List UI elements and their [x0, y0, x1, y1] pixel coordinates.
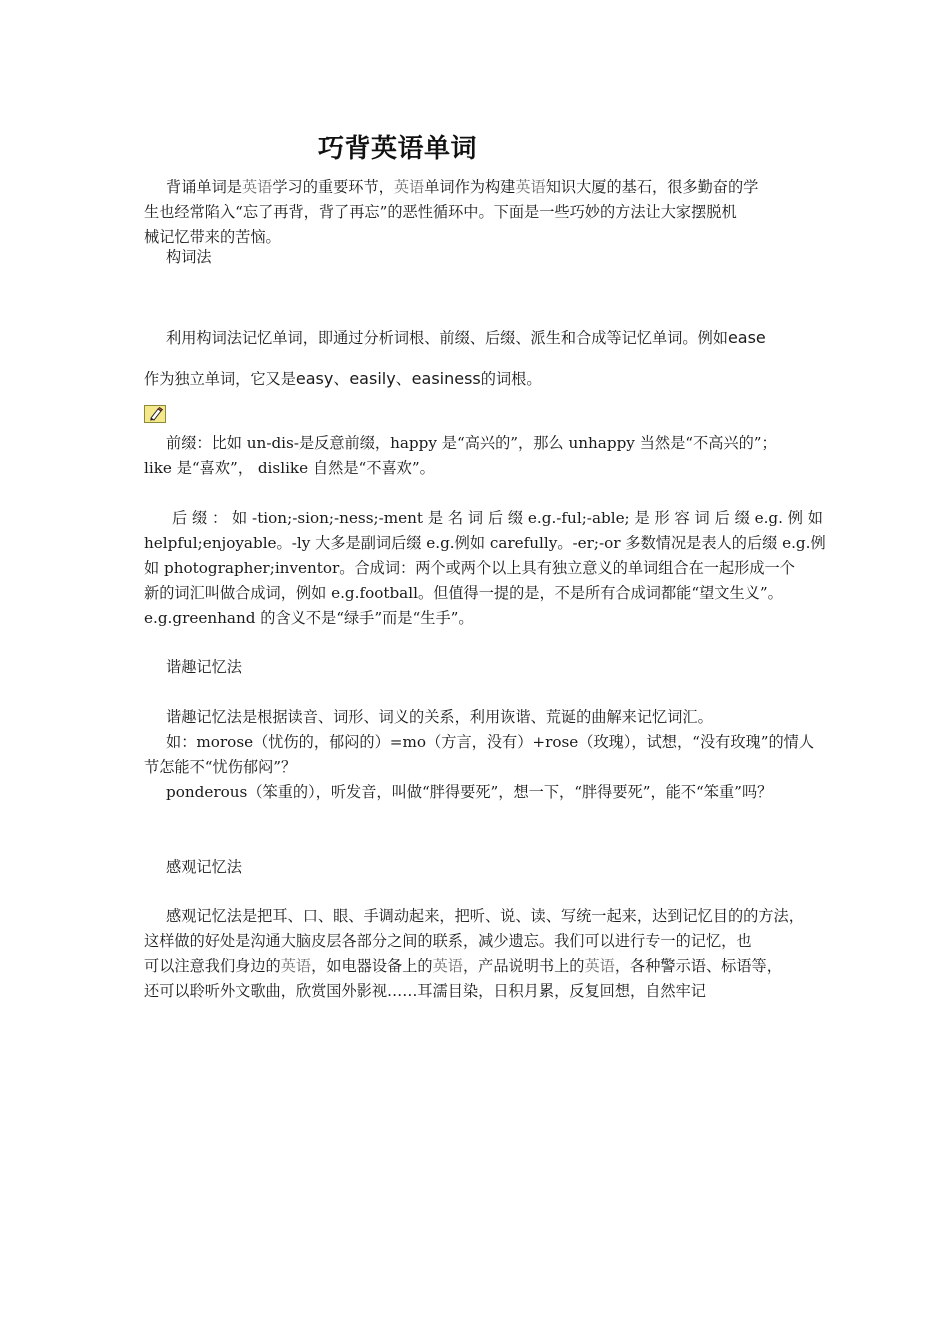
- example-words: easy、easily、easiness: [295, 369, 481, 388]
- section-heading: 谐趣记忆法: [166, 658, 242, 676]
- humor-line-4: ponderous（笨重的），听发音，叫做“胖得要死”，想一下，“胖得要死”，能不“笨重”吗？: [166, 783, 773, 801]
- body-text: ，产品说明书上的: [462, 957, 585, 975]
- intro-text: 单词作为构建: [424, 178, 516, 196]
- intro-text: 学习的重要环节，: [272, 178, 394, 196]
- humor-line-3: 节怎能不“忧伤郁闷”？: [144, 758, 297, 776]
- sensory-line-4: 还可以聆听外文歌曲，欣赏国外影视……耳濡目染，日积月累，反复回想，自然牢记: [144, 982, 706, 1000]
- suffix-line-3: 如 photographer;inventor。合成词：两个或两个以上具有独立意义的单词组合在一起形成一个: [144, 559, 795, 577]
- section-heading-sensory-memory: [144, 855, 812, 880]
- english-link[interactable]: 英语: [241, 178, 273, 196]
- body-text: ，如电器设备上的: [311, 957, 433, 975]
- body-text: 可以注意我们身边的: [144, 957, 281, 975]
- section-heading-humor-memory: [144, 655, 812, 680]
- intro-line-3: 械记忆带来的苦恼。: [144, 228, 281, 246]
- english-link[interactable]: 英语: [432, 957, 463, 975]
- humor-line-1: 谐趣记忆法是根据读音、词形、词义的关系，利用诙谐、荒诞的曲解来记忆词汇。: [166, 708, 713, 726]
- word-formation-line-2: [144, 366, 812, 392]
- prefix-line-1: 前缀：比如 un-dis-是反意前缀，happy 是“高兴的”，那么 unhappy 当然是“不高兴的”；: [166, 434, 777, 452]
- body-text: 作为独立单词，它又是: [144, 370, 296, 388]
- english-link[interactable]: 英语: [280, 957, 312, 975]
- humor-line-2: 如：morose（忧伤的，郁闷的）=mo（方言，没有）+rose（玫瑰），试想，“没有玫瑰”的情人: [166, 733, 815, 751]
- intro-text: 知识大厦的基石，很多勤奋的学: [545, 178, 759, 196]
- humor-memory-paragraph: [144, 705, 815, 805]
- intro-paragraph: [144, 175, 812, 250]
- english-link[interactable]: 英语: [584, 957, 615, 975]
- suffix-line-2: helpful;enjoyable。-ly 大多是副词后缀 e.g.例如 carefully。-er;-or 多数情况是表人的后缀 e.g.例: [144, 534, 826, 552]
- word-formation-paragraph-2: [144, 366, 812, 392]
- prefix-line-2: like 是“喜欢”， dislike 自然是“不喜欢”。: [144, 459, 435, 477]
- word-formation-line-1: [144, 325, 812, 351]
- suffix-paragraph: [144, 506, 826, 631]
- sensory-line-1: 感观记忆法是把耳、口、眼、手调动起来，把听、说、读、写统一起来，达到记忆目的的方法，: [166, 907, 804, 925]
- body-text: 利用构词法记忆单词，即通过分析词根、前缀、后缀、派生和合成等记忆单词。例如: [166, 329, 728, 347]
- english-link[interactable]: 英语: [393, 178, 425, 196]
- section-heading: 构词法: [166, 248, 212, 266]
- example-word: ease: [727, 328, 766, 347]
- body-text: ，各种警示语、标语等，: [614, 957, 782, 975]
- suffix-line-1: 后 缀 ： 如 -tion;-sion;-ness;-ment 是 名 词 后 缀 e.g.-ful;-able; 是 形 容 词 后 缀 e.g. 例 如: [172, 509, 823, 527]
- pencil-note-icon[interactable]: [144, 405, 166, 423]
- body-text: 的词根。: [480, 370, 542, 388]
- prefix-paragraph: [144, 431, 812, 481]
- suffix-line-4: 新的词汇叫做合成词，例如 e.g.football。但值得一提的是，不是所有合成词都能“望文生义”。: [144, 584, 783, 602]
- section-heading-word-formation: [144, 245, 812, 270]
- page-title: 巧背英语单词: [318, 134, 478, 164]
- sensory-memory-paragraph: [144, 904, 812, 1004]
- intro-line-2: 生也经常陷入“忘了再背，背了再忘”的恶性循环中。下面是一些巧妙的方法让大家摆脱机: [144, 203, 737, 221]
- sensory-line-2: 这样做的好处是沟通大脑皮层各部分之间的联系，减少遗忘。我们可以进行专一的记忆，也: [144, 932, 752, 950]
- intro-text: 背诵单词是: [166, 178, 242, 196]
- intro-line-1: [144, 175, 812, 200]
- section-heading: 感观记忆法: [166, 858, 242, 876]
- word-formation-paragraph: [144, 325, 812, 351]
- suffix-line-5: e.g.greenhand 的含义不是“绿手”而是“生手”。: [144, 609, 474, 627]
- english-link[interactable]: 英语: [515, 178, 546, 196]
- sensory-line-3: [144, 954, 812, 979]
